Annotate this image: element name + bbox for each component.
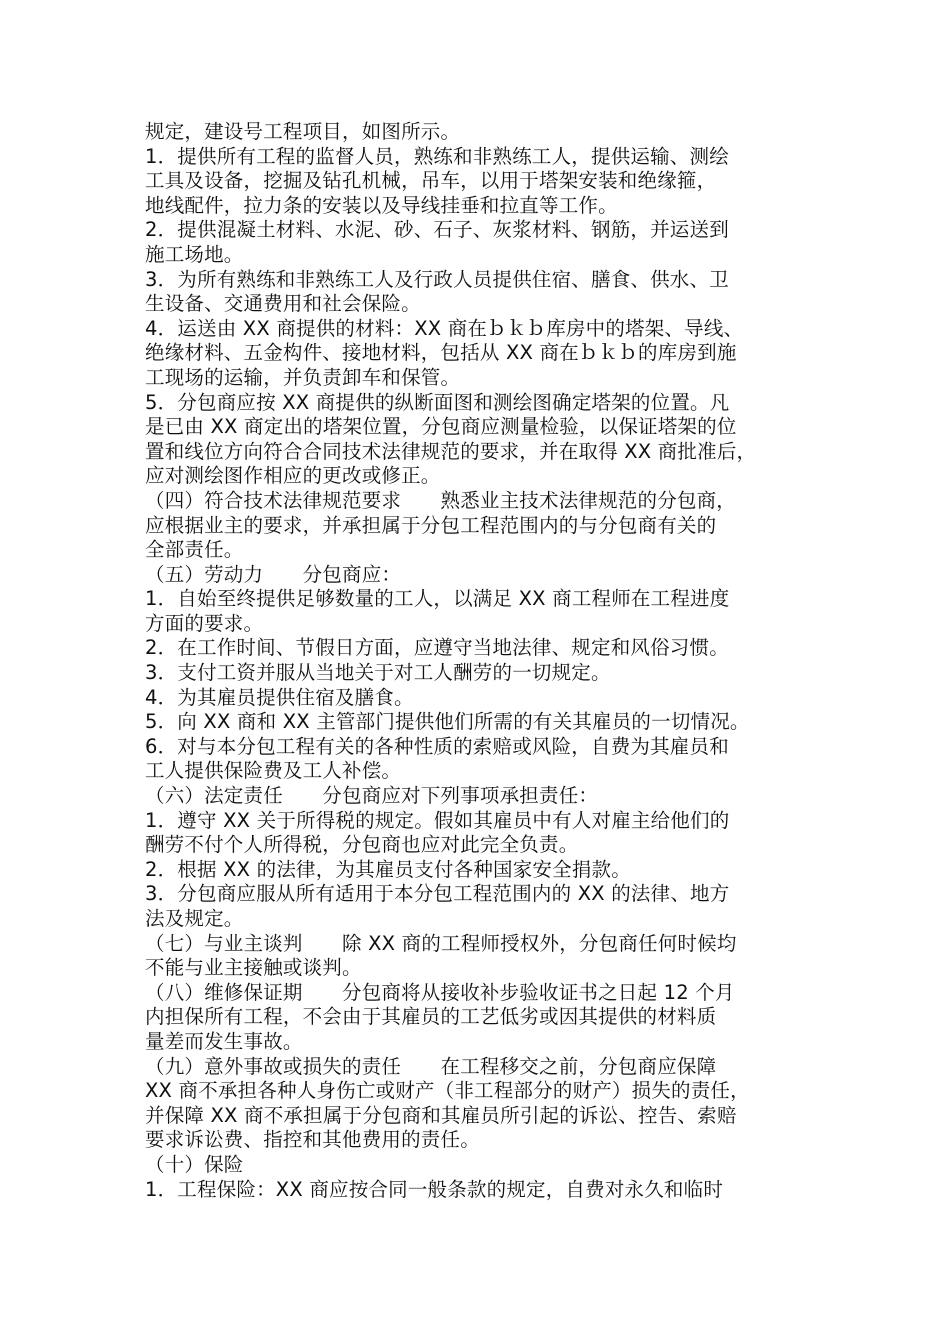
document-body	[145, 120, 825, 1202]
text-line: 内担保所有工程，不会由于其雇员的工艺低劣或因其提供的材料质	[145, 1005, 717, 1029]
section-heading-line: （十）保险	[145, 1152, 244, 1176]
text-line: 5．分包商应按 XX 商提供的纵断面图和测绘图确定塔架的位置。凡	[145, 390, 730, 414]
text-line: 3．分包商应服从所有适用于本分包工程范围内的 XX 的法律、地方	[145, 882, 730, 906]
text-line: 2．在工作时间、节假日方面，应遵守当地法律、规定和风俗习惯。	[145, 636, 729, 660]
text-line: 1．遵守 XX 关于所得税的规定。假如其雇员中有人对雇主给他们的	[145, 808, 730, 832]
text-line: 地线配件，拉力条的安装以及导线挂垂和拉直等工作。	[145, 193, 618, 217]
text-line: 2．根据 XX 的法律，为其雇员支付各种国家安全捐款。	[145, 857, 631, 881]
text-line: 法及规定。	[145, 907, 244, 930]
text-line: 1．提供所有工程的监督人员，熟练和非熟练工人，提供运输、测绘	[145, 144, 729, 168]
text-line: 量差而发生事故。	[145, 1029, 303, 1053]
text-line: 施工场地。	[145, 242, 244, 266]
text-line: 6．对与本分包工程有关的各种性质的索赔或风险，自费为其雇员和	[145, 734, 729, 758]
text-line: 2．提供混凝土材料、水泥、砂、石子、灰浆材料、钢筋，并运送到	[145, 218, 729, 242]
text-line: 工现场的运输，并负责卸车和保管。	[145, 365, 461, 389]
section-heading-line: （七）与业主谈判 除 XX 商的工程师授权外，分包商任何时候均	[145, 931, 737, 955]
section-heading-line: （五）劳动力 分包商应：	[145, 562, 402, 586]
text-line: 1．自始至终提供足够数量的工人，以满足 XX 商工程师在工程进度	[145, 587, 730, 611]
text-line: 1．工程保险：XX 商应按合同一般条款的规定，自费对永久和临时	[145, 1177, 724, 1201]
text-line: 3．为所有熟练和非熟练工人及行政人员提供住宿、膳食、供水、卫	[145, 267, 729, 291]
section-heading-line: （八）维修保证期 分包商将从接收补步验收证书之日起 12 个月	[145, 980, 735, 1004]
section-heading-line: （六）法定责任 分包商应对下列事项承担责任：	[145, 784, 599, 808]
text-line: 规定，建设号工程项目，如图所示。	[145, 120, 461, 143]
section-heading-line: （九）意外事故或损失的责任 在工程移交之前，分包商应保障	[145, 1054, 717, 1078]
text-line: 工人提供保险费及工人补偿。	[145, 759, 402, 783]
text-line: 置和线位方向符合合同技术法律规范的要求，并在取得 XX 商批准后，	[145, 439, 757, 463]
text-line: 3．支付工资并服从当地关于对工人酬劳的一切规定。	[145, 661, 611, 685]
text-line: 全部责任。	[145, 538, 244, 562]
text-line: 应根据业主的要求，并承担属于分包工程范围内的与分包商有关的	[145, 513, 717, 537]
text-line: 不能与业主接触或谈判。	[145, 956, 362, 980]
text-line: 4．为其雇员提供住宿及膳食。	[145, 685, 414, 709]
section-heading-line: （四）符合技术法律规范要求 熟悉业主技术法律规范的分包商，	[145, 488, 737, 512]
text-line: 是已由 XX 商定出的塔架位置，分包商应测量检验，以保证塔架的位	[145, 415, 737, 439]
text-line: 5．向 XX 商和 XX 主管部门提供他们所需的有关其雇员的一切情况。	[145, 710, 750, 734]
text-line: 生设备、交通费用和社会保险。	[145, 292, 421, 316]
text-line: 方面的要求。	[145, 611, 264, 635]
text-line: 应对测绘图作相应的更改或修正。	[145, 464, 441, 488]
text-line: XX 商不承担各种人身伤亡或财产（非工程部分的财产）损失的责任，	[145, 1079, 750, 1103]
text-line: 酬劳不付个人所得税，分包商也应对此完全负责。	[145, 833, 579, 857]
text-line: 绝缘材料、五金构件、接地材料，包括从 XX 商在ｂｋｂ的库房到施	[145, 341, 737, 365]
text-line: 要求诉讼费、指控和其他费用的责任。	[145, 1128, 480, 1152]
text-line: 并保障 XX 商不承担属于分包商和其雇员所引起的诉讼、控告、索赔	[145, 1103, 737, 1127]
text-line: 工具及设备，挖掘及钻孔机械，吊车，以用于塔架安装和绝缘箍，	[145, 169, 717, 193]
text-line: 4．运送由 XX 商提供的材料：XX 商在ｂｋｂ库房中的塔架、导线、	[145, 316, 744, 340]
